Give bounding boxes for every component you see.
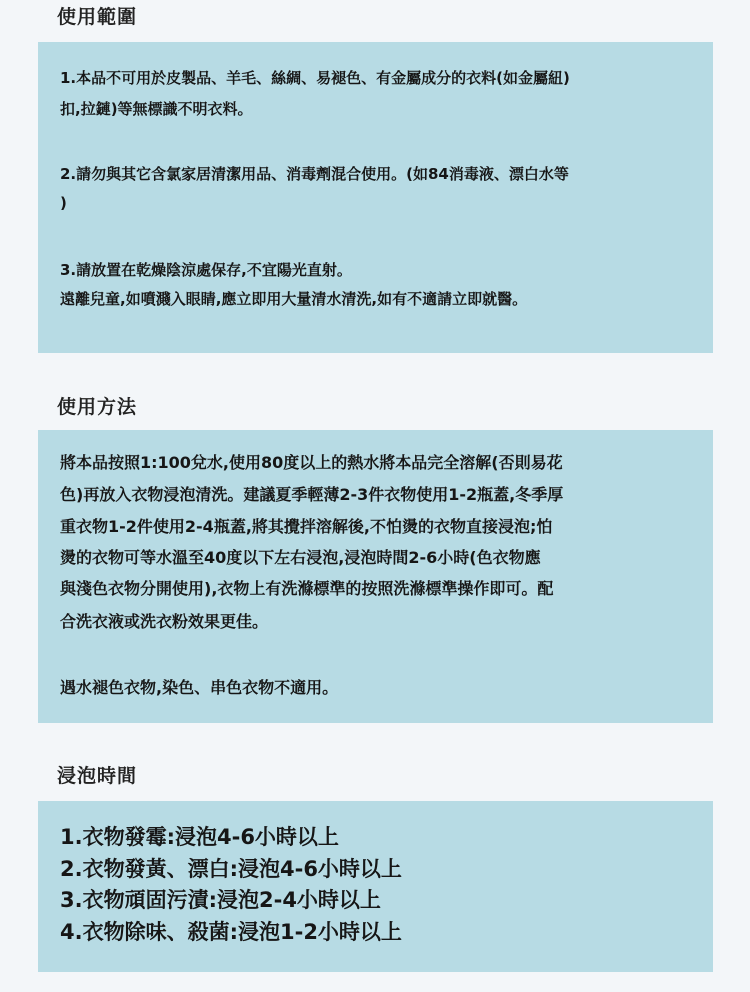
soak-time-item: 1.衣物發霉:浸泡4-6小時以上 (60, 825, 339, 849)
soak-time-item: 3.衣物頑固污漬:浸泡2-4小時以上 (60, 888, 381, 912)
usage-scope-line: 2.請勿與其它含氯家居清潔用品、消毒劑混合使用。(如84消毒液、漂白水等 (60, 165, 569, 183)
usage-scope-panel (38, 42, 713, 353)
usage-scope-line: 1.本品不可用於皮製品、羊毛、絲綢、易褪色、有金屬成分的衣料(如金屬紐) (60, 69, 570, 87)
soak-time-panel (38, 801, 713, 972)
section-title-usage-method: 使用方法 (57, 396, 138, 418)
section-title-soak-time: 浸泡時間 (57, 765, 138, 787)
usage-scope-line: 遠離兒童,如噴濺入眼睛,應立即用大量清水清洗,如有不適請立即就醫。 (60, 290, 528, 308)
usage-scope-line: ) (60, 194, 67, 212)
usage-method-line: 與淺色衣物分開使用),衣物上有洗滌標準的按照洗滌標準操作即可。配 (60, 579, 554, 598)
usage-method-line: 重衣物1-2件使用2-4瓶蓋,將其攪拌溶解後,不怕燙的衣物直接浸泡;怕 (60, 517, 553, 536)
usage-method-line: 合洗衣液或洗衣粉效果更佳。 (60, 612, 269, 631)
soak-time-item: 4.衣物除味、殺菌:浸泡1-2小時以上 (60, 920, 402, 944)
usage-method-line: 燙的衣物可等水溫至40度以下左右浸泡,浸泡時間2-6小時(色衣物應 (60, 548, 541, 567)
usage-method-line: 色)再放入衣物浸泡清洗。建議夏季輕薄2-3件衣物使用1-2瓶蓋,冬季厚 (60, 485, 564, 504)
usage-method-panel (38, 430, 713, 723)
section-title-usage-scope: 使用範圍 (57, 6, 138, 28)
usage-method-line: 遇水褪色衣物,染色、串色衣物不適用。 (60, 678, 339, 697)
soak-time-item: 2.衣物發黃、漂白:浸泡4-6小時以上 (60, 857, 402, 881)
usage-scope-line: 3.請放置在乾燥陰涼處保存,不宜陽光直射。 (60, 261, 352, 279)
usage-method-line: 將本品按照1:100兌水,使用80度以上的熱水將本品完全溶解(否則易花 (60, 453, 563, 472)
usage-scope-line: 扣,拉鏈)等無標識不明衣料。 (60, 100, 253, 118)
